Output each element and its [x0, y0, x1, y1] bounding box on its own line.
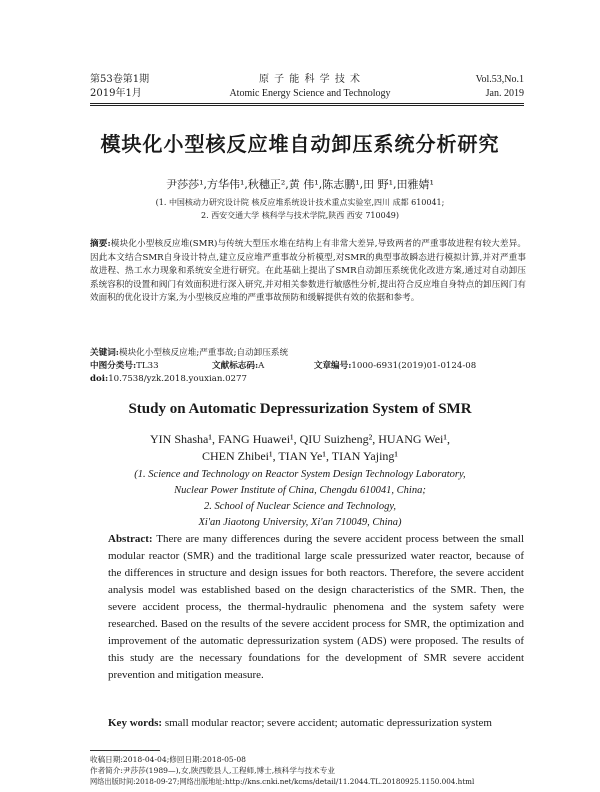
cn-keywords-label: 关键词:	[90, 348, 119, 358]
cn-clc: TL33	[136, 361, 159, 371]
footnote-received: 收稿日期:2018-04-04;修回日期:2018-05-08	[90, 755, 246, 764]
header-volume-issue-en: Vol.53,No.1	[475, 74, 524, 85]
cn-classification-line	[90, 360, 526, 373]
cn-authors: 尹莎莎¹,方华伟¹,秋穗正²,黄 伟¹,陈志鹏¹,田 野¹,田雅婧¹	[166, 178, 434, 191]
cn-title: 模块化小型核反应堆自动卸压系统分析研究	[100, 132, 500, 156]
en-keywords	[108, 717, 524, 729]
footnote-online: 网络出版时间:2018-09-27;网络出版地址:http://kns.cnki.net/kcms/detail/11.2044.TL.20180925.1150.004.html	[90, 777, 475, 786]
cn-affiliation-1: (1. 中国核动力研究设计院 核反应堆系统设计技术重点实验室,四川 成都 610041;	[155, 198, 445, 207]
footnote-rule	[90, 750, 160, 751]
cn-doi: 10.7538/yzk.2018.youxian.0277	[108, 374, 247, 384]
cn-article-no-label: 文章编号:	[313, 361, 352, 371]
en-affiliation-1: (1. Science and Technology on Reactor System Design Technology Laboratory,	[134, 469, 466, 480]
en-affiliation-3: 2. School of Nuclear Science and Technology,	[203, 501, 397, 512]
en-abstract	[108, 531, 524, 684]
header-date-cn: 2019年1月	[90, 88, 142, 99]
header-journal-cn: 原 子 能 科 学 技 术	[258, 74, 362, 85]
cn-doc-code: A	[258, 361, 265, 371]
cn-abstract-label: 摘要:	[90, 239, 111, 249]
cn-keywords-text: 模块化小型核反应堆;严重事故;自动卸压系统	[118, 348, 289, 358]
cn-doc-code-label: 文献标志码:	[212, 361, 259, 371]
en-abstract-label: Abstract:	[108, 533, 153, 545]
cn-article-no: 1000-6931(2019)01-0124-08	[351, 361, 477, 371]
header-rule	[90, 103, 524, 104]
footnote-author-bio: 作者简介:尹莎莎(1989—),女,陕西乾县人,工程师,博士,核科学与技术专业	[90, 766, 335, 775]
en-affiliation-4: Xi'an Jiaotong University, Xi'an 710049, China)	[198, 517, 402, 528]
cn-abstract	[90, 238, 526, 306]
cn-clc-label: 中图分类号:	[90, 361, 137, 371]
cn-keywords	[90, 347, 526, 360]
en-authors-line-1: YIN Shasha¹, FANG Huawei¹, QIU Suizheng², HUANG Wei¹,	[150, 432, 450, 446]
en-abstract-text: There are many differences during the severe accident process between the small modular reactor (SMR) and the traditional large scale pressurized water reactor, because of the differences in structure and design issues for both reactors. Therefore, the severe accident analysis model was established based on the design characteristics of the SMR. Then, the severe accident process, the thermal-hydraulic phenomena and the system safety were researched. Based on the results of the severe accident process for SMR, the optimization and improvement of the automatic depressurization system (ADS) were proposed. The results of this study are the necessary foundations for the development of SMR severe accident prevention and mitigation measure.	[108, 533, 524, 681]
header-rule-thin	[90, 105, 524, 106]
cn-doi-line	[90, 373, 526, 386]
header-volume-issue-cn: 第53卷第1期	[90, 74, 150, 85]
cn-abstract-text: 模块化小型核反应堆(SMR)与传统大型压水堆在结构上有非常大差异,导致两者的严重事故进程有较大差异。因此本文结合SMR自身设计特点,建立反应堆严重事故分析模型,对SMR的典型事故瞬态进行模拟计算,并对严重事故进程、热工水力现象和系统安全进行研究。在此基础上提出了SMR自动卸压系统优化改进方案,通过对自动卸压系统容积的设置和阀门有效面积进行深入研究,并对相关参数进行敏感性分析,提出符合反应堆自身特点的卸压阀门有效面积的优化设计方案,为小型核反应堆的严重事故预防和缓解提供有效的依据和参考。	[90, 239, 526, 303]
header-journal-en: Atomic Energy Science and Technology	[229, 88, 391, 99]
cn-affiliation-2: 2. 西安交通大学 核科学与技术学院,陕西 西安 710049)	[200, 211, 399, 220]
en-authors-line-2: CHEN Zhibei¹, TIAN Ye¹, TIAN Yajing¹	[201, 449, 399, 463]
header-date-en: Jan. 2019	[485, 88, 524, 99]
en-keywords-text: small modular reactor; severe accident; automatic depressurization system	[164, 717, 492, 729]
cn-doi-label: doi:	[90, 374, 109, 384]
en-keywords-label: Key words:	[108, 717, 163, 729]
en-title: Study on Automatic Depressurization System of SMR	[128, 401, 472, 417]
en-affiliation-2: Nuclear Power Institute of China, Chengdu 610041, China;	[174, 485, 426, 496]
